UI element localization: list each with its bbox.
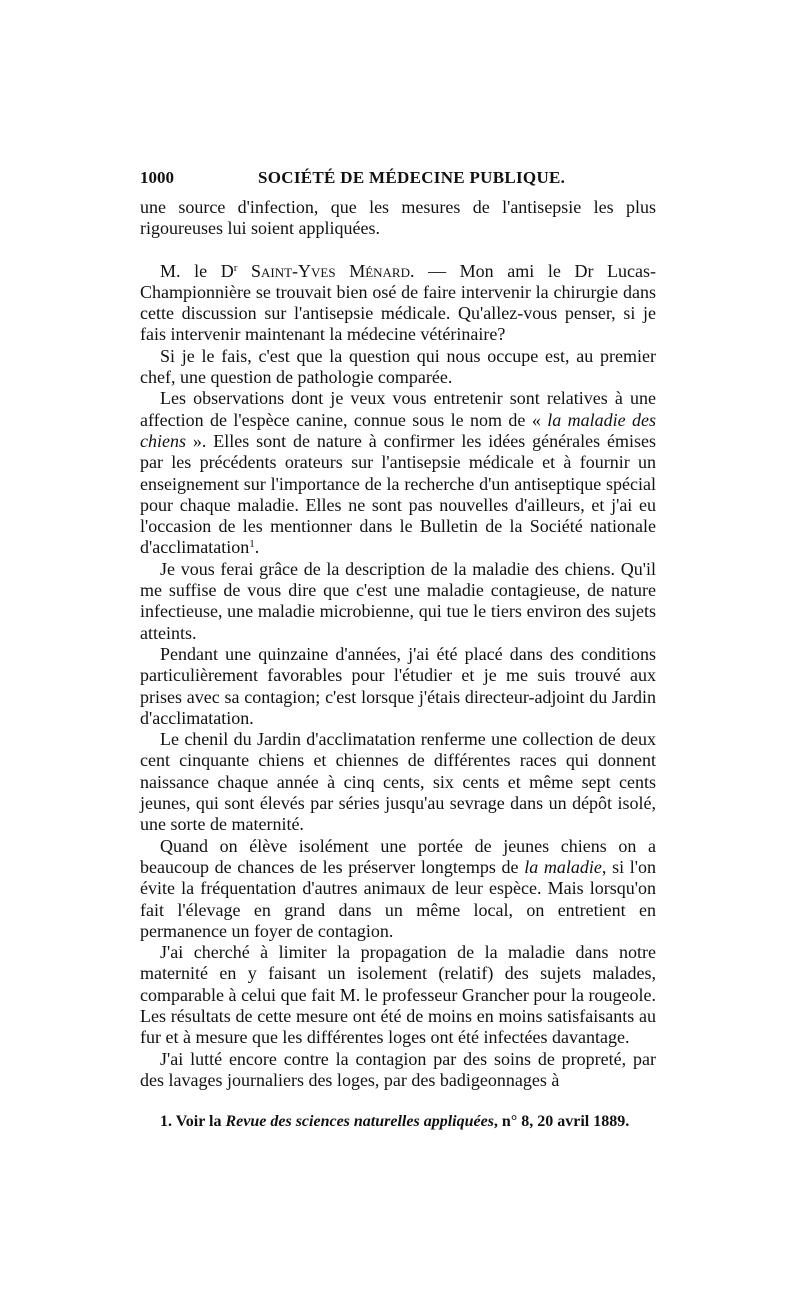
paragraph-text: Quand on élève isolément une portée de jeunes chiens on a beaucoup de chances de les préserver longtemps de <box>140 835 656 877</box>
paragraph: J'ai lutté encore contre la contagion par des soins de propreté, par des lavages journaliers des loges, par des badigeonnages à <box>140 1048 656 1090</box>
speaker-text: — Mon ami le Dr Lucas-Championnière se trouvait bien osé de faire intervenir la chirurgie dans cette discussion sur l'antisepsie médicale. Qu'allez-vous penser, si je fais intervenir maintenant la médecine vétérinaire? <box>140 260 657 345</box>
paragraph-gap <box>140 240 656 261</box>
paragraph: J'ai cherché à limiter la propagation de la maladie dans notre maternité en y faisant un isolement (relatif) des sujets malades, comparable à celui que fait M. le professeur Grancher pour la rougeole. Les résultats de cette mesure ont été de moins en moins satisfaisants au fur et à mesure que les différentes loges ont été infectées davantage. <box>140 942 656 1048</box>
paragraph: Je vous ferai grâce de la description de la maladie des chiens. Qu'il me suffise de vous dire que c'est une maladie contagieuse, de nature infectieuse, une maladie microbienne, qui tue le tiers environ des sujets atteints. <box>140 558 656 643</box>
footnote-title: Revue des sciences naturelles appliquées <box>225 1113 494 1131</box>
emphasis: la maladie des chiens <box>140 409 656 451</box>
paragraph: Pendant une quinzaine d'années, j'ai été placé dans des conditions particulièrement favorables pour l'étudier et je me suis trouvé aux prises avec sa contagion; c'est lorsque j'étais directeur-adjoint du Jardin d'acclimatation. <box>140 643 656 728</box>
footnote-text: Voir la <box>172 1113 226 1131</box>
document-page <box>140 167 656 1132</box>
footnote-ref: 1 <box>249 538 255 551</box>
paragraph-continuation: une source d'infection, que les mesures de l'antisepsie les plus rigoureuses lui soient appliquées. <box>140 197 656 239</box>
speaker-name: Saint-Yves Ménard. <box>250 260 415 281</box>
footnote-marker: 1. <box>160 1113 172 1131</box>
footnote-text: , n° 8, 20 avril 1889. <box>493 1113 630 1131</box>
footnote <box>140 1111 656 1132</box>
paragraph <box>140 388 656 558</box>
paragraph-text: , si l'on évite la fréquentation d'autres animaux de leur espèce. Mais lorsqu'on fait l'élevage en grand dans un même local, on entretient en permanence un foyer de contagion. <box>140 856 656 941</box>
page-header <box>140 167 656 193</box>
paragraph: Le chenil du Jardin d'acclimatation renferme une collection de deux cent cinquante chiens et chiennes de différentes races qui donnent naissance chaque année à cinq cents, six cents et même sept cents jeunes, qui sont élevés par séries jusqu'au sevrage dans un dépôt isolé, une sorte de maternité. <box>140 729 656 835</box>
paragraph-text: . <box>254 537 260 558</box>
speaker-prefix: M. le D <box>160 260 234 281</box>
paragraph-speaker-intro <box>140 261 656 346</box>
speaker-title-sup: r <box>233 261 238 274</box>
emphasis: la maladie <box>524 856 602 877</box>
running-title: SOCIÉTÉ DE MÉDECINE PUBLIQUE. <box>258 168 566 187</box>
paragraph: Si je le fais, c'est que la question qui nous occupe est, au premier chef, une question de pathologie comparée. <box>140 345 656 388</box>
paragraph-text: Les observations dont je veux vous entretenir sont relatives à une affection de l'espèce canine, connue sous le nom de « <box>140 388 656 430</box>
page-number: 1000 <box>140 168 174 187</box>
paragraph <box>140 836 656 942</box>
paragraph-text: ». Elles sont de nature à confirmer les idées générales émises par les précédents orateurs sur l'antisepsie médicale et à fournir un enseignement sur l'importance de la recherche d'un antiseptique spécial pour chaque maladie. Elles ne sont pas nouvelles d'ailleurs, et j'ai eu l'occasion de les mentionner dans le Bulletin de la Société nationale d'acclimatation <box>140 430 656 558</box>
